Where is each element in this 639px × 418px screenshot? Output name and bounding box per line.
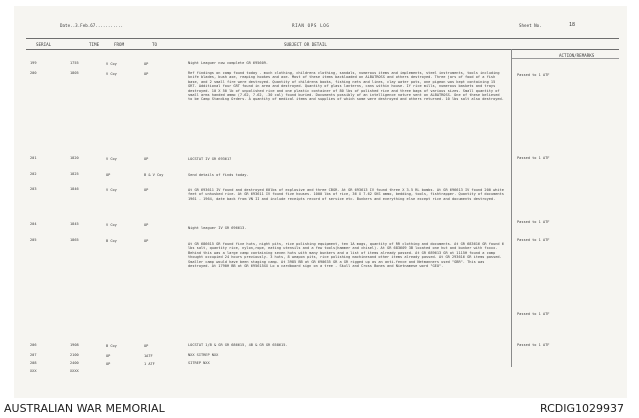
col-time: TIME <box>89 42 100 47</box>
date-label: Date..3.Feb.67........... <box>60 23 124 28</box>
document-id: RCDIG1029937 <box>540 402 625 415</box>
sheet-number: 18 <box>569 22 576 28</box>
col-serial: SERIAL <box>36 42 52 47</box>
log-sheet: Date..3.Feb.67........... RIAN OPS LOG Sheet No. 18 SERIAL TIME FROM TO SUBJECT OR DETAIL ACTION/REMARKS 199 1755 V Coy OP Night Leaguer now complete GR 695609. 200 1805 V Coy OP Ref findings on camp found today - much clothing, childrens clothing, sandals, numerous items and implements, steel instruments, tools including knife blades, bush axe, reaping hookes and axe. Most of these items backloaded on ALBATROSS and others destroyed. Three jars of food of a fish base, and 2 small fire were destroyed. Quantity of childrens books, fishing nets and lines, clay water pots, one pigeon was kept containing 15 GRT. Additional four GRT found in area and destroyed. Quantity of glass lanterns, cans within house. If rice mills, numerous baskets and trays destroyed. 10 X 50 lb of unpolished rice and one plastic container of 80 lbs of polished rice and three bags of various sizes. Small quantity of small arms handed ammo (7.62, 7.62, .30 cal) found buried. Documents possibly of an intelligence nature sent on ALBATROSS. One of these believed to be Camp Standing Orders. A quantity of medical items and supplies of which some were destroyed and others returned. 10 lbs salt also destroyed. Passed to 1 ATF 201 1820 V Coy OP LOCSTAT IV GR 693617 Passed to 1 ATF 202 1825 OP B & V Coy Send details of finds today. 203 1846 V Coy OP At GR 693611 IV found and destroyed 60lbs of explosive and three CBGR. At GR 693613 IV found three X 3.5 RL bombs. At GR 696613 IV found 200 white feet of unhusked rice. At GR 693611 IV found five houses. 1000 lbs of rice, 36 X 7.62 SKS ammo, bedding, tools, fishtrapper. Quantity of documents 1961 - 1964, date back from VN II and include receipts record of service etc. Bunkers and everything else except rice and documents destroyed. Passed to 1 ATF 204 1845 V Coy OP Night leaguer IV GR 696613. Passed to 1 ATF 205 1865 B Coy OP At GR 686615 GR found five huts, night pits, rice polishing equipment, ten 1A mags, quantity of RR clothing and documents. At GR 683616 GR found 6 lbs salt, quantity rice, nylon,rope, eating utensils and a few tools(hammer and chisel). At GR 683609 3B located one hut and bunker with fxxxx. Behind this was a large camp containing seven huts with many bunkers and a list of items already passed. At GR 689613 GR at 1115H found a camp thought occupied 24 hours previously. 3 huts, 8 weapon pits, rice polishing machinesand other items already passed. At GR 293616 GR items passed. Smaller camp would have been staging camp. At 3985 BB at GR 690635 GR a GR rigged up as an anti-fence and Netmanners used "GBR". This was destroyed. At 1790H BB at GR 695615XX Lo a cardboard sign on a tree - Skull and Cross Bones and Nietnamese word "GEO". Passed to 1 ATF 206 1908 B Coy OP LOCSTAT 1/B & GR GR 686615, 4B & GR GR 658615. Passed to 1 ATF 207 2100 OP 1ATF NXX SITREP NXX 208 2400 OP 1 ATF SITREP NXX XXX XXXX <box>14 6 627 398</box>
col-subject: SUBJECT OR DETAIL <box>284 42 327 47</box>
header-top-rule <box>26 38 619 39</box>
action-header-rule <box>511 58 619 59</box>
col-action: ACTION/REMARKS <box>559 53 595 58</box>
archive-credit: AUSTRALIAN WAR MEMORIAL <box>4 402 165 415</box>
sheet-label: Sheet No. <box>519 23 542 28</box>
header-bottom-rule <box>26 49 619 50</box>
col-to: TO <box>152 42 158 47</box>
action-column-divider <box>511 49 512 367</box>
log-title: RIAN OPS LOG <box>292 23 330 28</box>
col-from: FROM <box>114 42 125 47</box>
